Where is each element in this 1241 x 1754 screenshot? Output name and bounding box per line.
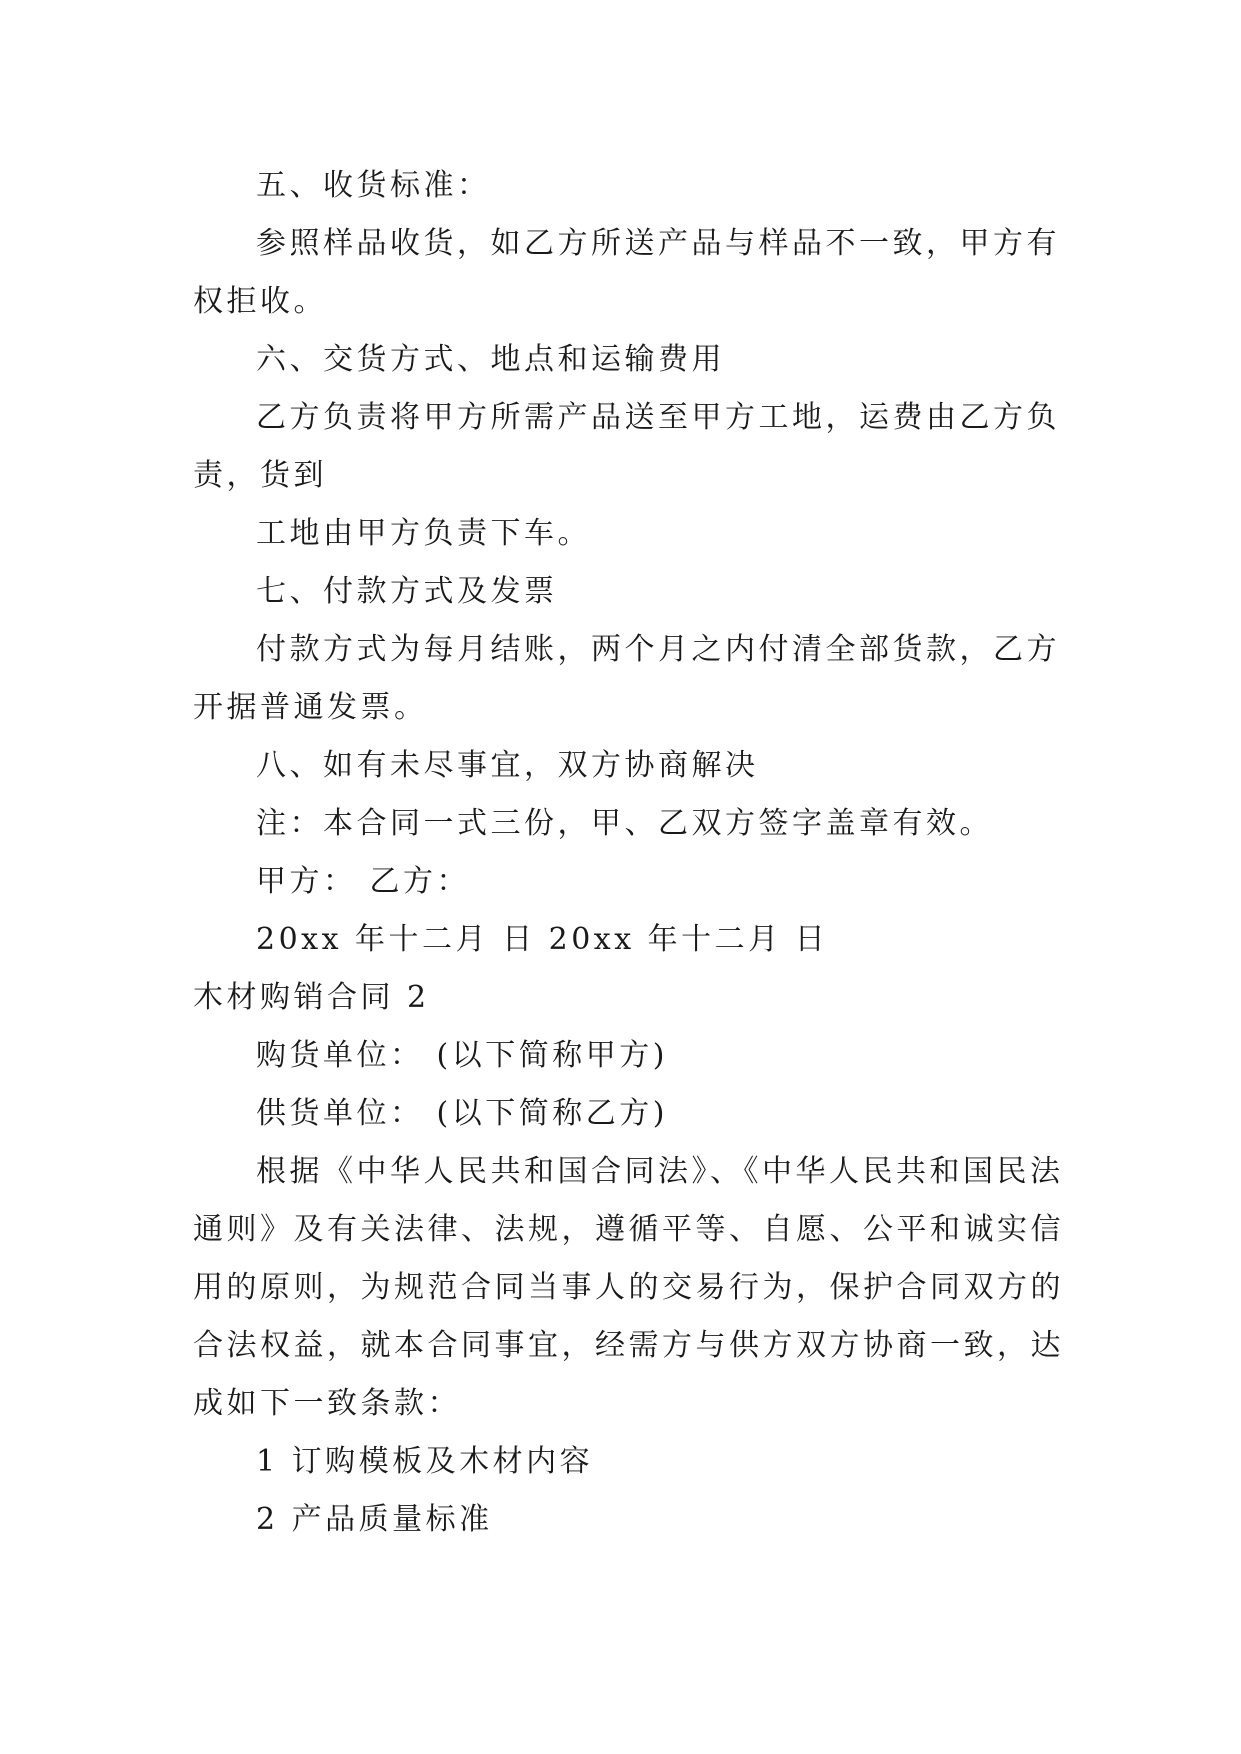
section-heading-5: 五、收货标准： — [256, 168, 491, 203]
paragraph-line: 权拒收。 — [193, 284, 327, 319]
clause-item-2: 2 产品质量标准 — [256, 1502, 493, 1537]
paragraph-line: 付款方式为每月结账，两个月之内付清全部货款，乙方 — [256, 632, 1060, 667]
section-heading-6: 六、交货方式、地点和运输费用 — [256, 342, 725, 377]
paragraph-line: 成如下一致条款： — [193, 1386, 461, 1421]
clause-item-1: 1 订购模板及木材内容 — [256, 1444, 594, 1479]
paragraph-line: 参照样品收货，如乙方所送产品与样品不一致，甲方有 — [256, 226, 1060, 261]
section-heading-7: 七、付款方式及发票 — [256, 574, 558, 609]
paragraph-line: 通则》及有关法律、法规，遵循平等、自愿、公平和诚实信 — [193, 1212, 1064, 1247]
signature-dates: 20xx 年十二月 日 20xx 年十二月 日 — [256, 922, 829, 957]
signature-parties: 甲方： 乙方： — [256, 864, 471, 899]
contract-title: 木材购销合同 2 — [193, 980, 430, 1015]
paragraph-line: 工地由甲方负责下车。 — [256, 516, 591, 551]
paragraph-line: 合法权益，就本合同事宜，经需方与供方双方协商一致，达 — [193, 1328, 1064, 1363]
supplier-unit: 供货单位： (以下简称乙方) — [256, 1096, 668, 1131]
buyer-unit: 购货单位： (以下简称甲方) — [256, 1038, 668, 1073]
note-line: 注：本合同一式三份，甲、乙双方签字盖章有效。 — [256, 806, 993, 841]
section-heading-8: 八、如有未尽事宜，双方协商解决 — [256, 748, 759, 783]
paragraph-line: 开据普通发票。 — [193, 690, 428, 725]
paragraph-line: 责，货到 — [193, 458, 327, 493]
paragraph-line: 用的原则，为规范合同当事人的交易行为，保护合同双方的 — [193, 1270, 1064, 1305]
paragraph-line: 根据《中华人民共和国合同法》、《中华人民共和国民法 — [256, 1154, 1064, 1189]
paragraph-line: 乙方负责将甲方所需产品送至甲方工地，运费由乙方负 — [256, 400, 1060, 435]
